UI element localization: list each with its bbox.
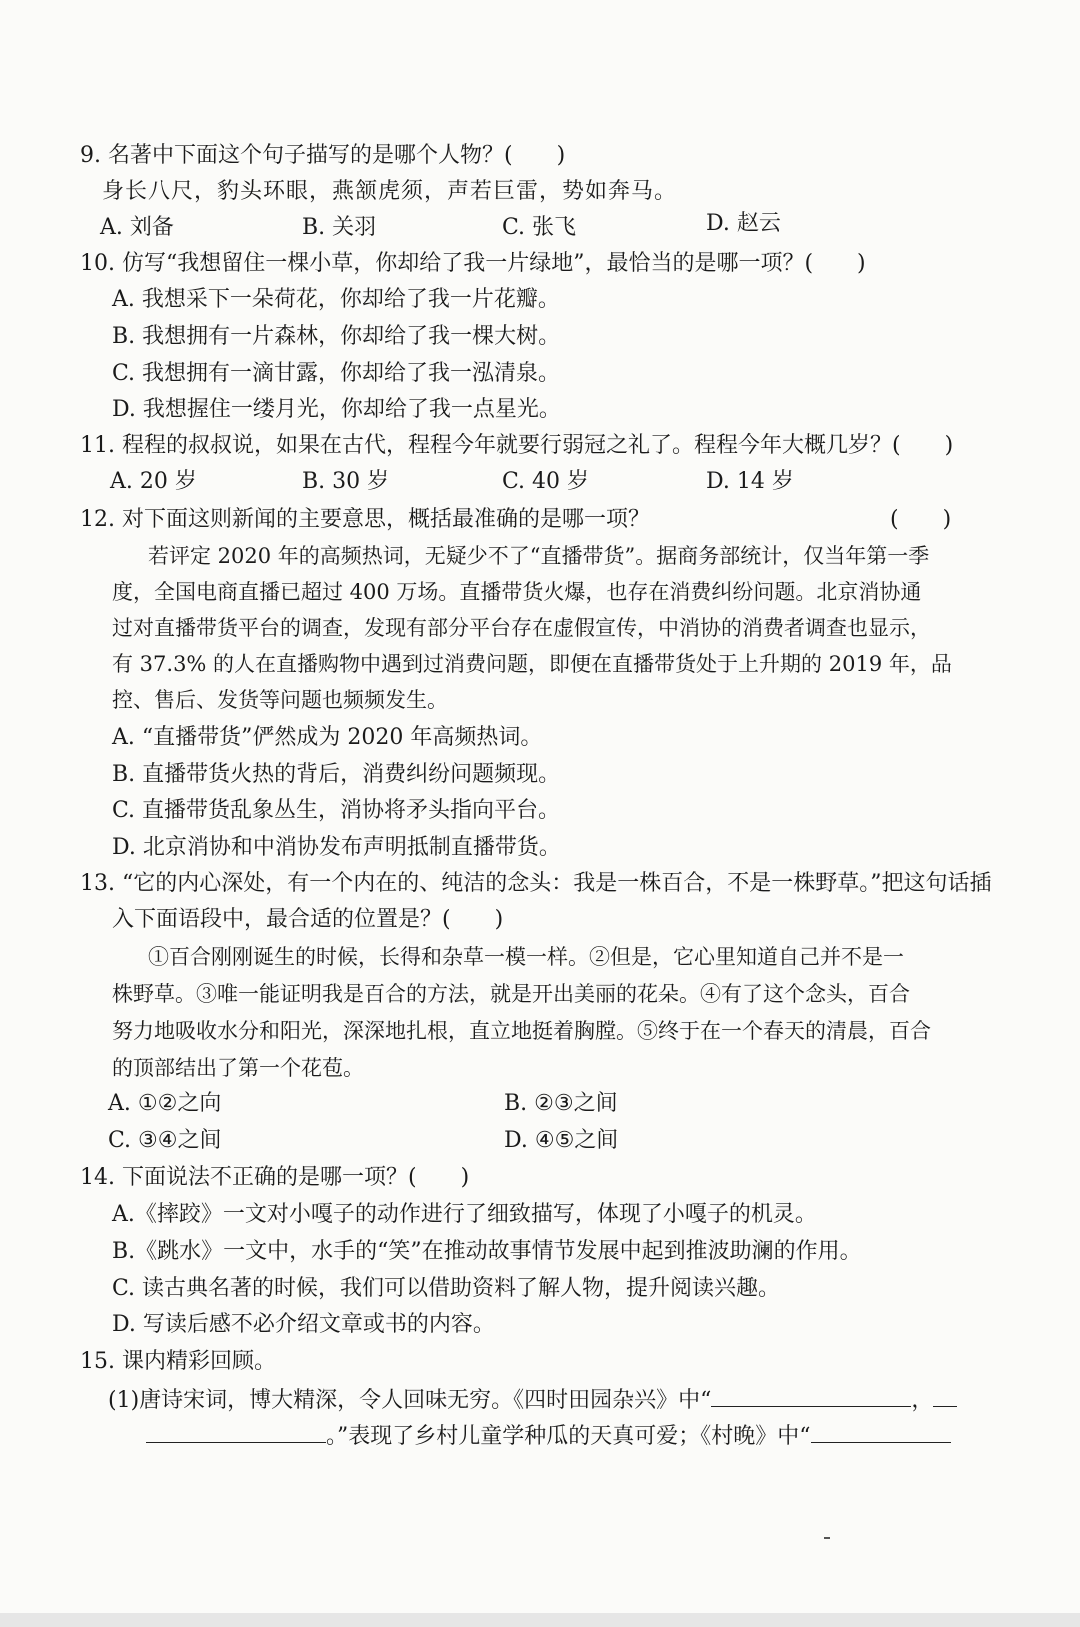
question-13-passage-line-3: 努力地吸收水分和阳光，深深地扎根，直立地挺着胸膛。⑤终于在一个春天的清晨，百合 bbox=[112, 1019, 931, 1043]
question-13-stem-continued: 入下面语段中，最合适的位置是？( ) bbox=[112, 907, 504, 932]
fill-blank-3[interactable] bbox=[811, 1422, 951, 1443]
question-13-option-a: A. ①②之向 bbox=[108, 1091, 222, 1116]
question-9-option-b: B. 关羽 bbox=[302, 215, 377, 240]
question-12-passage-line-3: 过对直播带货平台的调查，发现有部分平台存在虚假宣传，中消协的消费者调查也显示， bbox=[112, 616, 931, 640]
question-11-stem: 11. 程程的叔叔说，如果在古代，程程今年就要行弱冠之礼了。程程今年大概几岁？( ) bbox=[80, 433, 954, 458]
question-11-option-b: B. 30 岁 bbox=[302, 469, 390, 494]
question-12-option-d: D. 北京消协和中消协发布声明抵制直播带货。 bbox=[112, 835, 561, 860]
question-9-option-d: D. 赵云 bbox=[706, 211, 781, 236]
question-13-passage-line-1: ①百合刚刚诞生的时候，长得和杂草一模一样。②但是，它心里知道自己并不是一 bbox=[148, 945, 904, 969]
question-15-sub-1-continued-text: 。”表现了乡村儿童学种瓜的天真可爱；《村晚》中“ bbox=[326, 1424, 811, 1449]
question-13-passage-line-4: 的顶部结出了第一个花苞。 bbox=[112, 1056, 364, 1080]
question-12-passage-line-2: 度，全国电商直播已超过 400 万场。直播带货火爆，也存在消费纠纷问题。北京消协通 bbox=[112, 580, 922, 604]
question-13-stem: 13. “它的内心深处，有一个内在的、纯洁的念头：我是一株百合，不是一株野草。”把这句话插 bbox=[80, 871, 992, 896]
question-12-option-b: B. 直播带货火热的背后，消费纠纷问题频现。 bbox=[112, 762, 561, 787]
question-12-passage-line-5: 控、售后、发货等问题也频频发生。 bbox=[112, 688, 448, 712]
question-11-option-d: D. 14 岁 bbox=[706, 469, 794, 494]
question-13-option-b: B. ②③之间 bbox=[504, 1091, 618, 1116]
question-12-answer-paren: ( ) bbox=[890, 507, 952, 532]
fill-blank-2[interactable] bbox=[146, 1422, 326, 1443]
question-11-option-a: A. 20 岁 bbox=[110, 469, 197, 494]
question-9-stem: 9. 名著中下面这个句子描写的是哪个人物？( ) bbox=[80, 143, 566, 168]
question-15-stem: 15. 课内精彩回顾。 bbox=[80, 1349, 276, 1374]
question-9-quote: 身长八尺，豹头环眼，燕颔虎须，声若巨雷，势如奔马。 bbox=[102, 179, 678, 204]
question-12-option-a: A. “直播带货”俨然成为 2020 年高频热词。 bbox=[112, 725, 543, 750]
scan-bottom-edge bbox=[0, 1613, 1080, 1627]
question-13-option-d: D. ④⑤之间 bbox=[504, 1128, 619, 1153]
question-14-option-b: B.《跳水》一文中，水手的“笑”在推动故事情节发展中起到推波助澜的作用。 bbox=[112, 1239, 862, 1264]
question-14-stem: 14. 下面说法不正确的是哪一项？( ) bbox=[80, 1165, 470, 1190]
question-12-option-c: C. 直播带货乱象丛生，消协将矛头指向平台。 bbox=[112, 798, 561, 823]
question-10-option-b: B. 我想拥有一片森林，你却给了我一棵大树。 bbox=[112, 324, 561, 349]
question-13-passage-line-2: 株野草。③唯一能证明我是百合的方法，就是开出美丽的花朵。④有了这个念头，百合 bbox=[112, 982, 910, 1006]
question-13-option-c: C. ③④之间 bbox=[108, 1128, 222, 1153]
question-10-stem: 10. 仿写“我想留住一棵小草，你却给了我一片绿地”，最恰当的是哪一项？( ) bbox=[80, 251, 866, 276]
question-12-stem: 12. 对下面这则新闻的主要意思，概括最准确的是哪一项？ bbox=[80, 507, 650, 532]
question-14-option-c: C. 读古典名著的时候，我们可以借助资料了解人物，提升阅读兴趣。 bbox=[112, 1276, 781, 1301]
question-14-option-d: D. 写读后感不必介绍文章或书的内容。 bbox=[112, 1312, 495, 1337]
fill-blank-2-start[interactable] bbox=[933, 1386, 957, 1407]
question-14-option-a: A.《摔跤》一文对小嘎子的动作进行了细致描写，体现了小嘎子的机灵。 bbox=[112, 1202, 817, 1227]
question-15-sub-1 bbox=[108, 1386, 957, 1415]
question-9-option-a: A. 刘备 bbox=[100, 215, 174, 240]
fill-blank-1[interactable] bbox=[711, 1386, 911, 1407]
question-11-option-c: C. 40 岁 bbox=[502, 469, 590, 494]
question-10-option-d: D. 我想握住一缕月光，你却给了我一点星光。 bbox=[112, 397, 561, 422]
question-15-sub-1-text: (1)唐诗宋词，博大精深，令人回味无穷。《四时田园杂兴》中“ bbox=[108, 1388, 712, 1413]
question-15-sub-1-comma: ， bbox=[911, 1388, 934, 1413]
question-12-passage-line-4: 有 37.3% 的人在直播购物中遇到过消费问题，即便在直播带货处于上升期的 2019 年，品 bbox=[112, 652, 952, 676]
question-10-option-a: A. 我想采下一朵荷花，你却给了我一片花瓣。 bbox=[112, 287, 560, 312]
question-15-sub-1-continued bbox=[146, 1422, 951, 1451]
question-12-passage-line-1: 若评定 2020 年的高频热词，无疑少不了“直播带货”。据商务部统计，仅当年第一季 bbox=[148, 544, 930, 568]
question-9-option-c: C. 张飞 bbox=[502, 215, 577, 240]
page-mark bbox=[824, 1537, 830, 1539]
question-10-option-c: C. 我想拥有一滴甘露，你却给了我一泓清泉。 bbox=[112, 361, 561, 386]
